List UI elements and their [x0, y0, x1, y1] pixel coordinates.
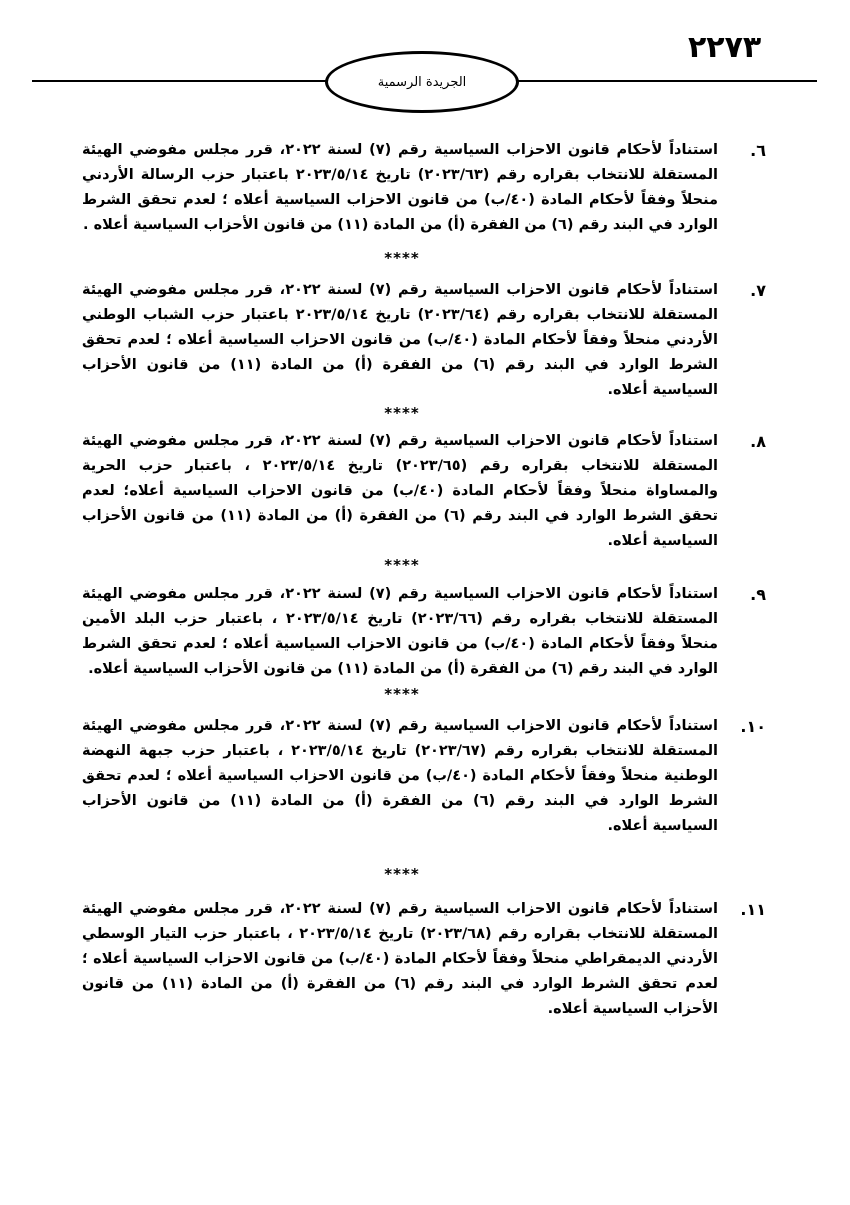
separator-stars: ****	[384, 685, 420, 703]
page-number: ٢٢٧٣	[688, 30, 762, 65]
entry-text: استناداً لأحكام قانون الاحزاب السياسية رقم (٧) لسنة ٢٠٢٢، قرر مجلس مفوضي الهيئة المستقلة للانتخاب بقراره رقم (٢٠٢٣/٦٦) تاريخ ٢٠٢٣/٥/١٤ ، باعتبار حزب البلد الأمين منحلاً وفقاً لأحكام المادة (٤٠/ب) من قانون الاحزاب السياسية أعلاه ؛ لعدم تحقق الشرط الوارد في البند رقم (٦) من الفقرة (أ) من المادة (١١) من قانون الأحزاب السياسية أعلاه.	[82, 586, 718, 677]
decision-entry-10	[82, 714, 766, 839]
separator-stars: ****	[384, 249, 420, 267]
entry-text: استناداً لأحكام قانون الاحزاب السياسية رقم (٧) لسنة ٢٠٢٢، قرر مجلس مفوضي الهيئة المستقلة للانتخاب بقراره رقم (٢٠٢٣/٦٣) تاريخ ٢٠٢٣/٥/١٤ باعتبار حزب الرسالة الأردني منحلاً وفقاً لأحكام المادة (٤٠/ب) من قانون الاحزاب السياسية أعلاه ؛ لعدم تحقق الشرط الوارد في البند رقم (٦) من الفقرة (أ) من المادة (١١) من قانون الأحزاب السياسية أعلاه .	[82, 142, 718, 233]
entry-number: ٧.	[750, 281, 766, 300]
gazette-header-oval	[325, 51, 519, 113]
entry-text: استناداً لأحكام قانون الاحزاب السياسية رقم (٧) لسنة ٢٠٢٢، قرر مجلس مفوضي الهيئة المستقلة للانتخاب بقراره رقم (٢٠٢٣/٦٨) تاريخ ٢٠٢٣/٥/١٤ ، باعتبار حزب التيار الوسطي الأردني الديمقراطي منحلاً وفقاً لأحكام المادة (٤٠/ب) من قانون الاحزاب السياسية أعلاه ؛ لعدم تحقق الشرط الوارد في البند رقم (٦) من الفقرة (أ) من المادة (١١) من قانون الأحزاب السياسية أعلاه.	[82, 901, 719, 1017]
entry-number: ٩.	[750, 585, 766, 604]
decision-entry-11	[82, 897, 766, 1022]
entry-number: ٨.	[750, 432, 766, 451]
entry-text: استناداً لأحكام قانون الاحزاب السياسية رقم (٧) لسنة ٢٠٢٢، قرر مجلس مفوضي الهيئة المستقلة للانتخاب بقراره رقم (٢٠٢٣/٦٤) تاريخ ٢٠٢٣/٥/١٤ باعتبار حزب الشباب الوطني الأردني منحلاً وفقاً لأحكام المادة (٤٠/ب) من قانون الاحزاب السياسية أعلاه ؛ لعدم تحقق الشرط الوارد في البند رقم (٦) من الفقرة (أ) من المادة (١١) من قانون الأحزاب السياسية أعلاه.	[82, 282, 718, 398]
separator-stars: ****	[384, 865, 420, 883]
decision-entry-6	[82, 138, 766, 238]
gazette-title: الجريدة الرسمية	[377, 74, 467, 90]
entry-text: استناداً لأحكام قانون الاحزاب السياسية رقم (٧) لسنة ٢٠٢٢، قرر مجلس مفوضي الهيئة المستقلة للانتخاب بقراره رقم (٢٠٢٣/٦٥) تاريخ ٢٠٢٣/٥/١٤ ، باعتبار حزب الحرية والمساواة منحلاً وفقاً لأحكام المادة (٤٠/ب) من قانون الاحزاب السياسية أعلاه؛ لعدم تحقق الشرط الوارد في البند رقم (٦) من الفقرة (أ) من المادة (١١) من قانون الأحزاب السياسية أعلاه.	[82, 433, 718, 549]
document-body	[82, 138, 766, 1022]
decision-entry-9	[82, 582, 766, 682]
entry-text: استناداً لأحكام قانون الاحزاب السياسية رقم (٧) لسنة ٢٠٢٢، قرر مجلس مفوضي الهيئة المستقلة للانتخاب بقراره رقم (٢٠٢٣/٦٧) تاريخ ٢٠٢٣/٥/١٤ ، باعتبار حزب جبهة النهضة الوطنية منحلاً وفقاً لأحكام المادة (٤٠/ب) من قانون الاحزاب السياسية أعلاه ؛ لعدم تحقق الشرط الوارد في البند رقم (٦) من الفقرة (أ) من المادة (١١) من قانون الأحزاب السياسية أعلاه.	[82, 718, 719, 834]
separator-stars: ****	[384, 404, 420, 422]
decision-entry-7	[82, 278, 766, 403]
decision-entry-8	[82, 429, 766, 554]
separator-stars: ****	[384, 556, 420, 574]
entry-number: ٦.	[750, 141, 766, 160]
entry-number: ١١.	[740, 900, 766, 919]
entry-number: ١٠.	[740, 717, 766, 736]
